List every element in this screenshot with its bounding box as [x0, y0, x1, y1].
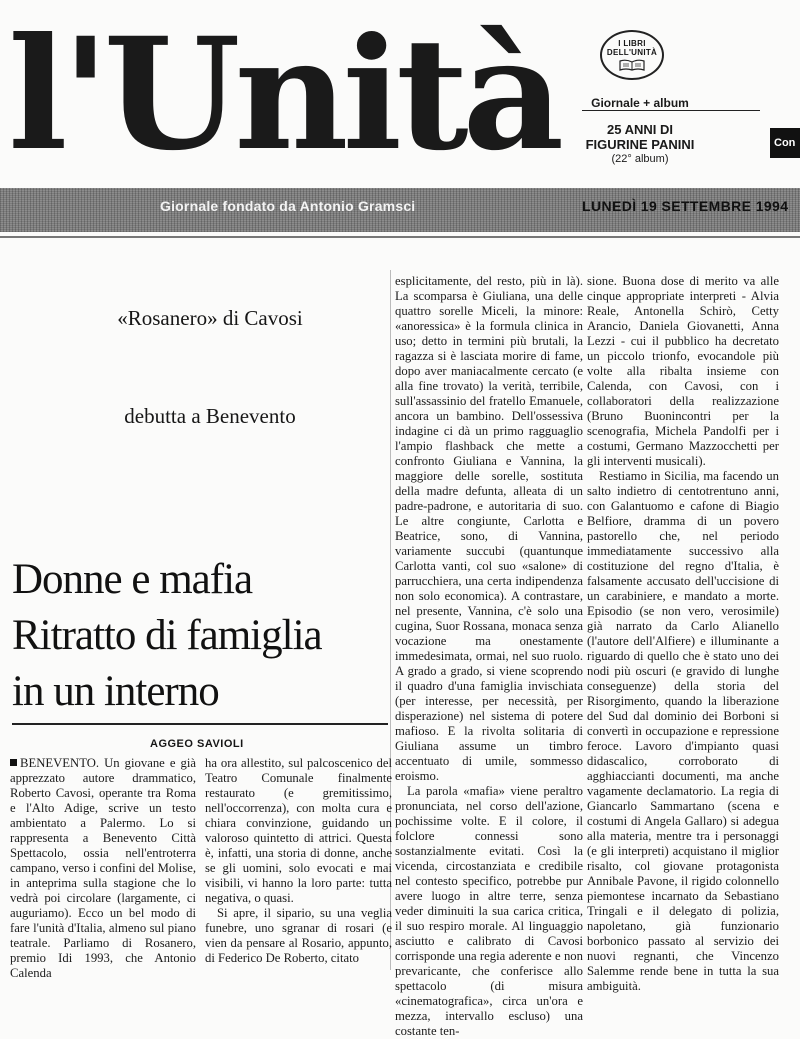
- issue-date: LUNEDÌ 19 SETTEMBRE 1994: [582, 198, 789, 214]
- edge-teaser: Con: [770, 128, 800, 158]
- books-badge-line1: I LIBRI: [618, 39, 646, 48]
- paragraph: ha ora allestito, sul palcoscenico del Teatro Comunale finalmente restaurato (e gremitissimo, nell'occorrenza), con molta cura e chiara convinzione, guidando un valoroso quintetto di attrici. Questa è, infatti, una storia di donne, anche se gli uomini, solo evocati e mai visibili, vi hanno la loro parte: tutta negativa, o quasi.: [205, 756, 392, 905]
- promo-format: Giornale + album: [591, 96, 689, 110]
- promo-line1: 25 ANNI DI: [607, 122, 673, 137]
- article-column-4: [587, 274, 779, 994]
- kicker-subtitle: debutta a Benevento: [124, 404, 296, 428]
- headline-rule: [12, 723, 388, 725]
- paragraph: sione. Buona dose di merito va alle cinque appropriate interpreti - Alvia Reale, Antonella Schirò, Cetty Arancio, Daniela Giovanetti, Anna Lezzi - cui il pubblico ha decretato un piccolo trionfo, evocandole più volte alla ribalta insieme con Calenda, con Cavosi, con i collaboratori della realizzazione (Bruno Buonincontri per la scenografia, Michela Pandolfi per i costumi, Germano Mazzocchetti per gli interventi musicali).: [587, 274, 779, 468]
- band-divider: [0, 236, 800, 238]
- headline-line: Ritratto di famiglia: [12, 612, 322, 659]
- lead-square-icon: [10, 759, 17, 766]
- headline-line: in un interno: [12, 668, 219, 715]
- headline-line: Donne e mafia: [12, 556, 253, 603]
- paragraph: [10, 756, 196, 981]
- books-badge-ring: [600, 30, 664, 80]
- paragraph: esplicitamente, del resto, più in là). La scomparsa è Giuliana, una delle quattro sorelle Miceli, la minore: «anoressica» è la formula clinica in uso; detto in termini più brutali, la ragazza si è lasciata morire di fame, dopo aver maniacalmente cercato (e alla fine trovato) la verità, terribile, sull'assassinio del fratello Emanuele, ancora un bambino. Dell'ossessiva indagine ci dà un primo ragguaglio l'ampio flashback che mette a confronto Giuliana e Vannina, la maggiore delle sorelle, sostituta della madre defunta, alleata di un padre-padrone, e autoritaria di suo. Le altre congiunte, Carlotta e Beatrice, sono, di Vannina, variamente succubi (quantunque Carlotta vanti, col suo «salone» di parrucchiera, una certa indipendenza non solo economica). A contrastare, nel presente, Vannina, c'è solo una cugina, Suor Rossana, monaca senza vocazione ma onestamente immedesimata, ormai, nel suo ruolo. A grado a grado, si viene scoprendo il quadro d'una famiglia invischiata (per interesse, per necessità, per disperazione) nel sistema di potere mafioso. E la rivolta solitaria di Giuliana assume un timbro accentuato di umile, sommesso eroismo.: [395, 274, 583, 783]
- paragraph-text: BENEVENTO. Un giovane e già apprezzato autore drammatico, Roberto Cavosi, operante tra Roma e l'Alto Adige, scrive un testo ambientato a Palermo. Lo si rappresenta a Benevento Città Spettacolo, ossia nell'entroterra campano, verso i confini del Molise, in anteprima sulla stagione che lo vedrà poi circolare (largamente, ci auguriamo). Ecco un bel modo di fare l'unità d'Italia, almeno sul piano teatrale. Parliamo di Rosanero, premio Idi 1993, che Antonio Calenda: [10, 756, 196, 980]
- promo-box: [585, 96, 695, 166]
- masthead-logo: l'Unità: [8, 4, 559, 185]
- masthead-motto: Giornale fondato da Antonio Gramsci: [160, 198, 416, 214]
- paragraph: Si apre, il sipario, su una veglia funebre, uno sgranar di rosari (e vien da pensare al Rosario, appunto, di Federico De Roberto, citato: [205, 906, 392, 965]
- books-badge: [598, 30, 666, 80]
- books-badge-line2: DELL'UNITÀ: [606, 48, 658, 57]
- promo-line3: (22° album): [611, 153, 669, 165]
- article-column-2: [205, 756, 392, 966]
- promo-line2: FIGURINE PANINI: [585, 137, 695, 152]
- byline: AGGEO SAVIOLI: [150, 738, 244, 750]
- open-book-icon: [619, 59, 645, 71]
- article-column-3: [395, 274, 583, 1039]
- kicker-title: «Rosanero» di Cavosi: [117, 306, 303, 330]
- paragraph: La parola «mafia» viene peraltro pronunciata, nel corso dell'azione, pochissime volte. E il colore, il folclore connessi sono sostanzialmente evitati. Così la vicenda, circostanziata e credibile nel contesto specifico, potrebbe pur avere luogo in altre terre, senza veder diminuiti la sua carica critica, il suo respiro morale. Al linguaggio asciutto e calibrato di Cavosi corrisponde una regia aderente e non prevaricante, che conferisce allo spettacolo (di misura «cinematografica», circa un'ora e mezza, intervallo escluso) una costante ten-: [395, 784, 583, 1038]
- article-column-1: [10, 756, 196, 981]
- article-headline: [12, 552, 392, 720]
- paragraph: Restiamo in Sicilia, ma facendo un salto indietro di centotrentuno anni, con Galantuomo e cafone di Biagio Belfiore, dramma di un povero pastorello che, nel periodo immediatamente successivo alla costituzione del regno d'Italia, è falsamente accusato dell'uccisione di un carabiniere, e mandato a morte. Episodio (se non vero, verosimile) già narrato da Carlo Alianello (l'autore dell'Alfiere) e illuminante a riguardo di quello che è stato uno dei nodi più oscuri (e gravido di lunghe conseguenze) della storia del Risorgimento, quando la liberazione del Sud dal dominio dei Borboni si convertì in occupazione e repressione feroce. Lavoro d'impianto quasi didascalico, corroborato di agghiaccianti documenti, ma anche vagamente declamatorio. La regia di Giancarlo Sammartano (scena e costumi di Angela Gallaro) si adegua alla materia, mentre tra i personaggi (e gli interpreti) acquistano il miglior risalto, col giovane protagonista Annibale Pavone, il rigido colonnello piemontese incarnato da Sebastiano Tringali e il delegato di polizia, napoletano, già funzionario borbonico passato al servizio dei nuovi regnanti, che Vincenzo Salemme rende bene in tutta la sua ambiguità.: [587, 469, 779, 993]
